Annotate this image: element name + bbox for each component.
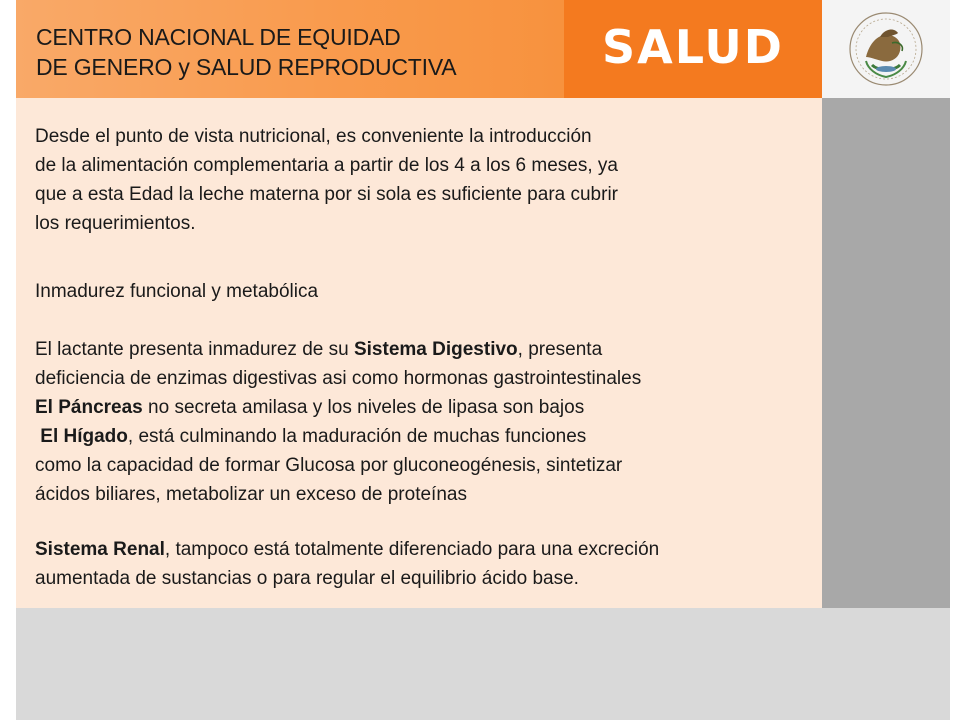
seal-panel [822,0,950,98]
body-text: no secreta amilasa y los niveles de lipasa son bajos [142,397,585,418]
intro-paragraph [35,122,825,238]
body-line [35,535,825,564]
term-sistema-digestivo: Sistema Digestivo [353,339,518,360]
body-line: aumentada de sustancias o para regular el equilibrio ácido base. [35,568,579,589]
body-text: , presenta [517,339,603,360]
body-text: , tampoco está totalmente diferenciado para una excreción [164,539,660,560]
salud-logo [564,0,822,98]
header-title-line2: DE GENERO y SALUD REPRODUCTIVA [36,54,457,80]
section-heading [35,277,825,306]
body-line [35,393,825,422]
body-line: deficiencia de enzimas digestivas asi como hormonas gastrointestinales [35,368,642,389]
term-higado: El Hígado [40,426,128,447]
body-text: , está culminando la maduración de muchas funciones [127,426,587,447]
header-title-line1: CENTRO NACIONAL DE EQUIDAD [36,24,401,50]
header-title [36,22,556,82]
section-heading-text: Inmadurez funcional y metabólica [35,281,319,302]
body-paragraph [35,335,825,509]
footer-panel [16,608,950,720]
intro-line: Desde el punto de vista nutricional, es conveniente la introducción [35,126,592,147]
right-margin [950,0,960,720]
left-margin [0,0,16,720]
intro-line: que a esta Edad la leche materna por si sola es suficiente para cubrir [35,184,618,205]
body-line: como la capacidad de formar Glucosa por gluconeogénesis, sintetizar [35,455,623,476]
term-pancreas: El Páncreas [35,397,143,418]
term-sistema-renal: Sistema Renal [35,539,165,560]
body-line: ácidos biliares, metabolizar un exceso de proteínas [35,484,467,505]
mexico-seal-icon [836,7,936,91]
body-line [35,422,825,451]
intro-line: los requerimientos. [35,213,196,234]
side-panel [822,98,950,608]
salud-logo-text: SALUD [602,20,784,74]
renal-paragraph [35,535,825,593]
body-text: El lactante presenta inmadurez de su [35,339,354,360]
intro-line: de la alimentación complementaria a partir de los 4 a los 6 meses, ya [35,155,618,176]
body-line [35,335,825,364]
